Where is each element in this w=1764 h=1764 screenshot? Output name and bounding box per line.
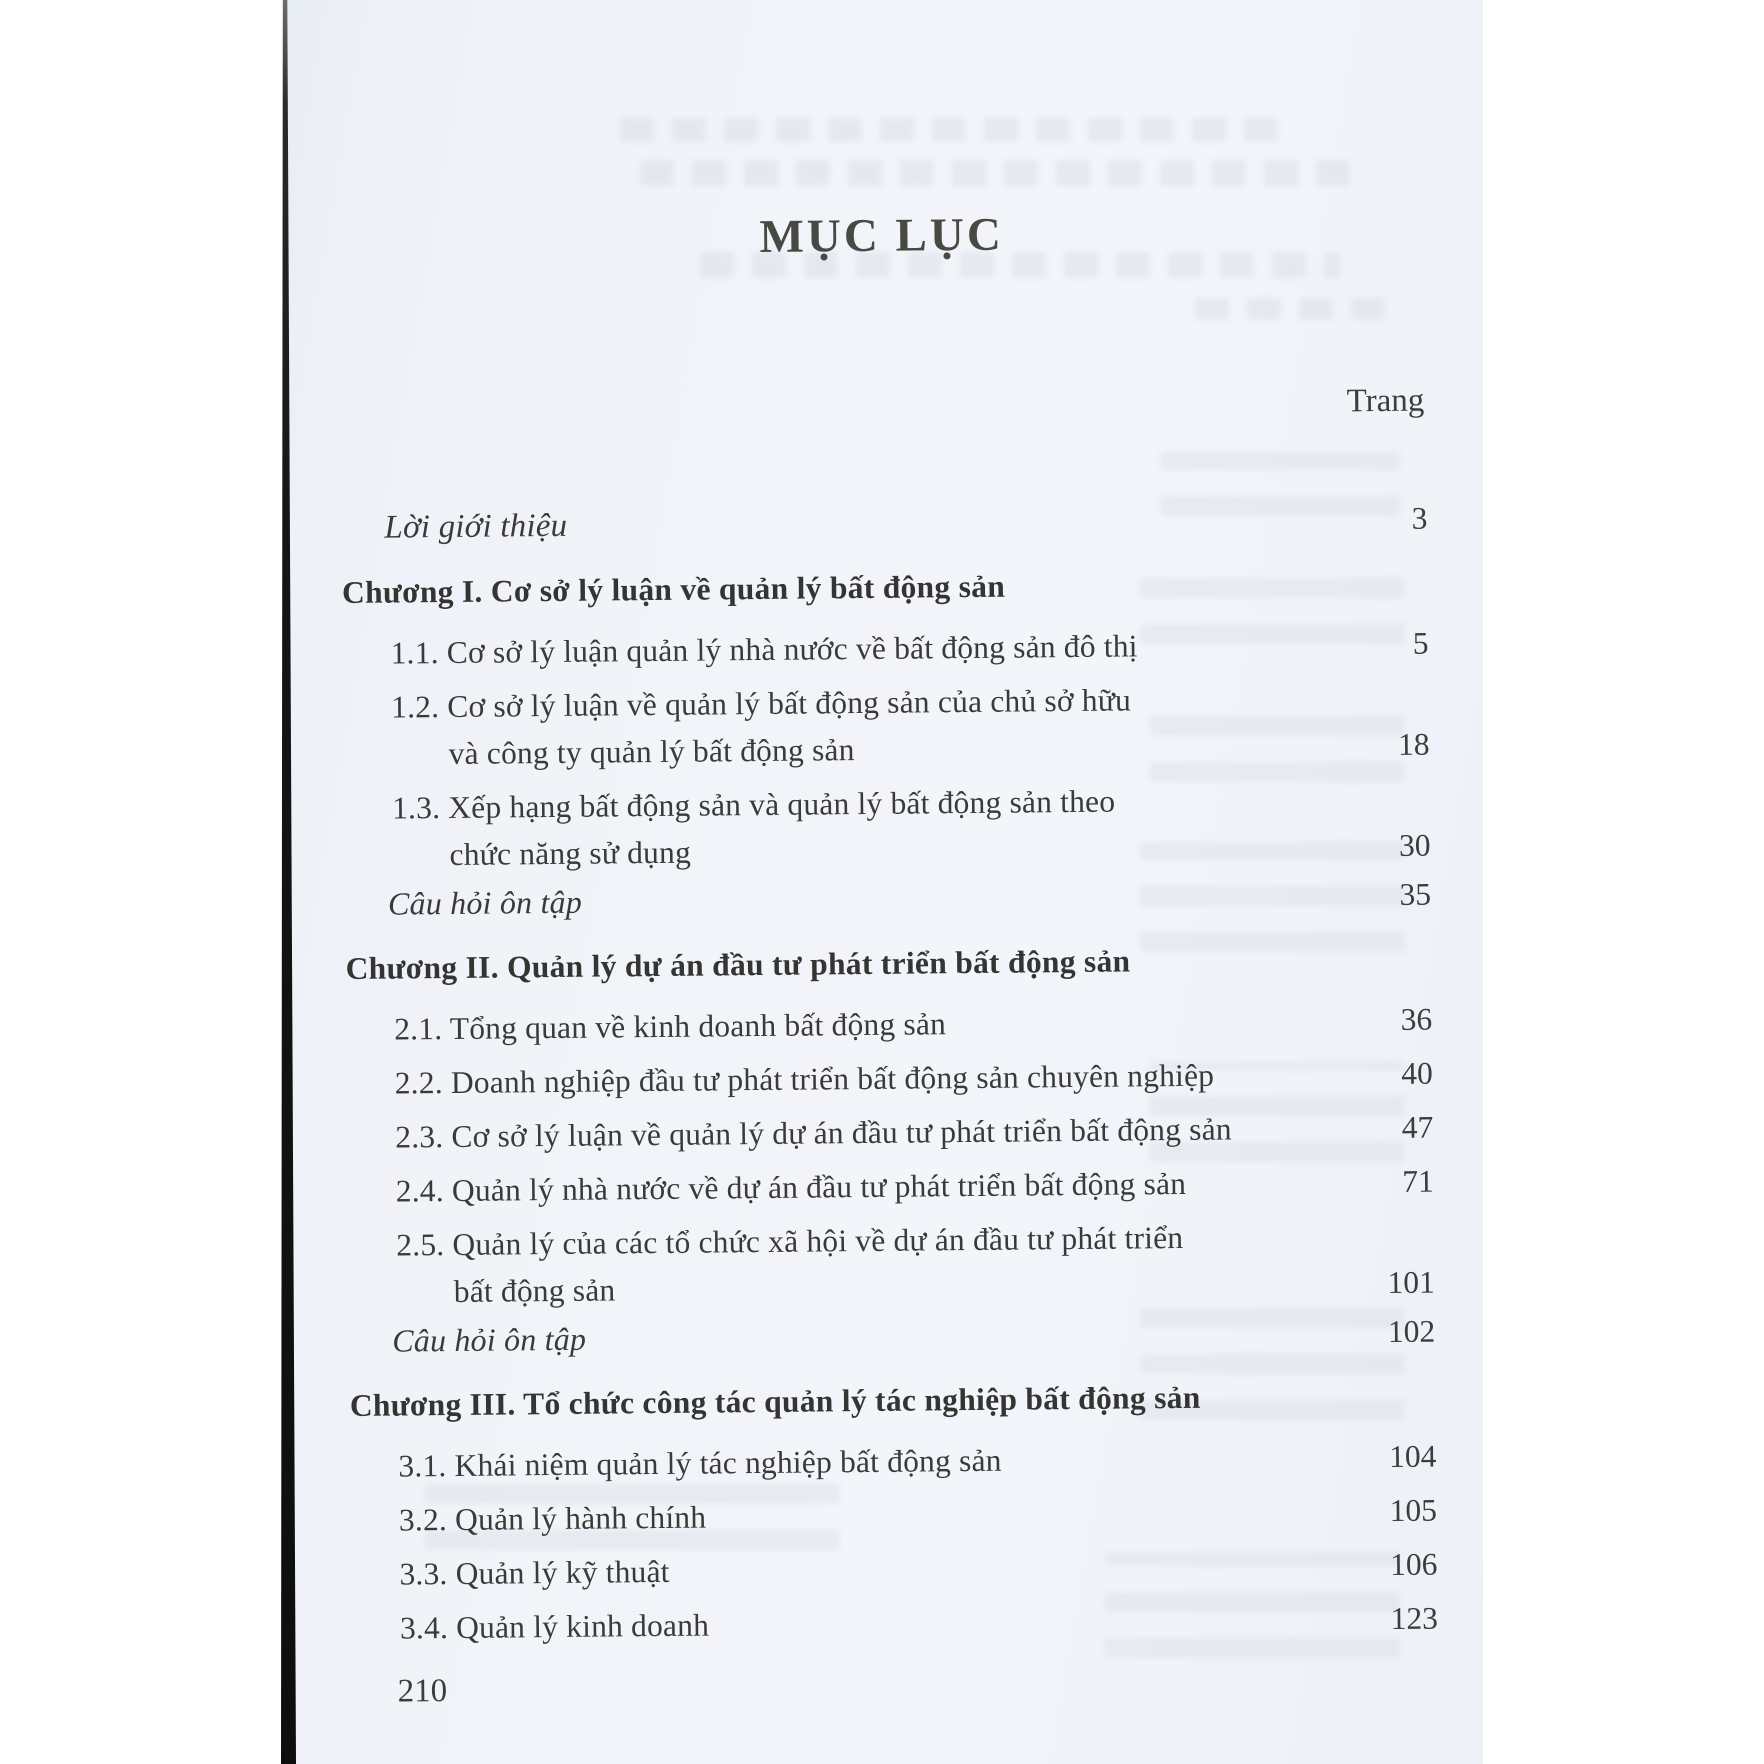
toc-entry-page: 47	[1401, 1109, 1434, 1145]
toc-entry-label	[350, 1372, 1344, 1429]
toc-entry	[350, 1433, 1436, 1490]
toc-entry-page: 40	[1401, 1055, 1433, 1091]
toc-entry-label	[348, 1212, 1343, 1316]
toc-entry-label	[342, 620, 1336, 677]
toc-entry-label	[343, 674, 1338, 778]
toc-entry	[351, 1541, 1437, 1598]
toc-entry	[347, 1104, 1433, 1161]
toc-entry-label	[345, 935, 1339, 992]
toc-entry-line: 2.5. Quản lý của các tổ chức xã hội về dự án đầu tư phát triển	[396, 1219, 1184, 1263]
toc-entry	[342, 620, 1428, 677]
toc-entry-page: 36	[1400, 1001, 1433, 1037]
toc-entry	[352, 1595, 1438, 1652]
toc-entry-page	[1340, 982, 1432, 983]
toc-entry-line: 2.1. Tổng quan về kinh doanh bất động sản	[394, 1006, 947, 1047]
toc-entry	[349, 1308, 1435, 1365]
toc-entry	[345, 871, 1431, 928]
toc-entry-page: 105	[1389, 1492, 1438, 1528]
toc-entry-line: Câu hỏi ôn tập	[387, 883, 583, 922]
toc-entry-label	[350, 1433, 1344, 1490]
toc-entry-label	[345, 871, 1339, 928]
toc-entry-page: 106	[1390, 1546, 1438, 1582]
toc-entry-line: và công ty quản lý bất động sản	[448, 732, 855, 771]
toc-entry-line: Chương III. Tổ chức công tác quản lý tác nghiệp bất động sản	[349, 1379, 1201, 1423]
toc-entry-label	[341, 495, 1335, 552]
toc-entry-line: 2.3. Cơ sở lý luận về quản lý dự án đầu tư phát triển bất động sản	[395, 1111, 1232, 1155]
toc-entry-label	[344, 775, 1339, 879]
toc-entry-label	[348, 1158, 1342, 1215]
toc-list	[341, 495, 1438, 1652]
toc-entry-label	[346, 996, 1340, 1053]
page-column-header: Trang	[1346, 382, 1425, 420]
toc-entry	[350, 1372, 1436, 1429]
toc-entry	[345, 935, 1431, 992]
toc-entry-line: chức năng sử dụng	[449, 834, 692, 872]
toc-entry-label	[349, 1308, 1343, 1365]
toc-entry-line: Câu hỏi ôn tập	[392, 1320, 587, 1359]
page-content	[336, 0, 1439, 1764]
toc-entry-label	[347, 1050, 1341, 1107]
toc-entry-line: 2.4. Quản lý nhà nước về dự án đầu tư phát triển bất động sản	[395, 1165, 1187, 1209]
toc-entry-page: 30	[1398, 827, 1431, 863]
toc-entry-line: Chương I. Cơ sở lý luận về quản lý bất động sản	[341, 568, 1006, 611]
toc-entry-label	[342, 559, 1336, 616]
toc-entry-line: 1.3. Xếp hạng bất động sản và quản lý bất động sản theo	[391, 783, 1116, 826]
toc-entry-page: 18	[1397, 726, 1430, 762]
footer-page-number: 210	[397, 1673, 448, 1710]
toc-entry-page: 5	[1412, 625, 1429, 661]
toc-entry-line: Lời giới thiệu	[384, 507, 568, 546]
toc-entry-line: 1.1. Cơ sở lý luận quản lý nhà nước về bất động sản đô thị	[390, 628, 1138, 671]
toc-entry-line: bất động sản	[453, 1272, 616, 1309]
toc-entry-page: 123	[1390, 1600, 1439, 1636]
toc-entry-line: Chương II. Quản lý dự án đầu tư phát triển bất động sản	[345, 943, 1131, 986]
toc-entry-page: 104	[1388, 1438, 1437, 1475]
toc-entry-line: 3.4. Quản lý kinh doanh	[399, 1607, 710, 1646]
page-title: MỤC LỤC	[759, 208, 1005, 263]
toc-entry-line: 3.2. Quản lý hành chính	[398, 1499, 707, 1538]
toc-entry-page: 3	[1411, 500, 1428, 536]
toc-entry	[348, 1158, 1434, 1215]
toc-entry	[351, 1487, 1437, 1544]
toc-entry-page: 35	[1399, 876, 1432, 912]
toc-entry-label	[351, 1541, 1345, 1598]
toc-entry	[342, 559, 1428, 616]
toc-entry	[348, 1212, 1435, 1316]
toc-entry	[347, 1050, 1433, 1107]
toc-entry-page: 102	[1387, 1313, 1436, 1350]
toc-entry-line: 2.2. Doanh nghiệp đầu tư phát triển bất động sản chuyên nghiệp	[394, 1057, 1215, 1101]
toc-entry	[343, 674, 1430, 778]
toc-entry-page	[1336, 606, 1428, 607]
toc-entry-page: 101	[1387, 1264, 1435, 1301]
toc-entry-line: 1.2. Cơ sở lý luận về quản lý bất động sản của chủ sở hữu	[390, 682, 1132, 725]
toc-entry-label	[351, 1487, 1345, 1544]
toc-entry-label	[352, 1595, 1346, 1652]
toc-entry-line: 3.1. Khái niệm quản lý tác nghiệp bất động sản	[398, 1442, 1002, 1484]
toc-entry	[341, 495, 1427, 552]
toc-entry	[346, 996, 1432, 1053]
toc-entry-page: 71	[1402, 1163, 1434, 1199]
toc-entry-line: 3.3. Quản lý kỹ thuật	[399, 1553, 670, 1592]
toc-entry-label	[347, 1104, 1341, 1161]
toc-entry	[344, 775, 1431, 879]
toc-entry-page	[1344, 1419, 1436, 1420]
